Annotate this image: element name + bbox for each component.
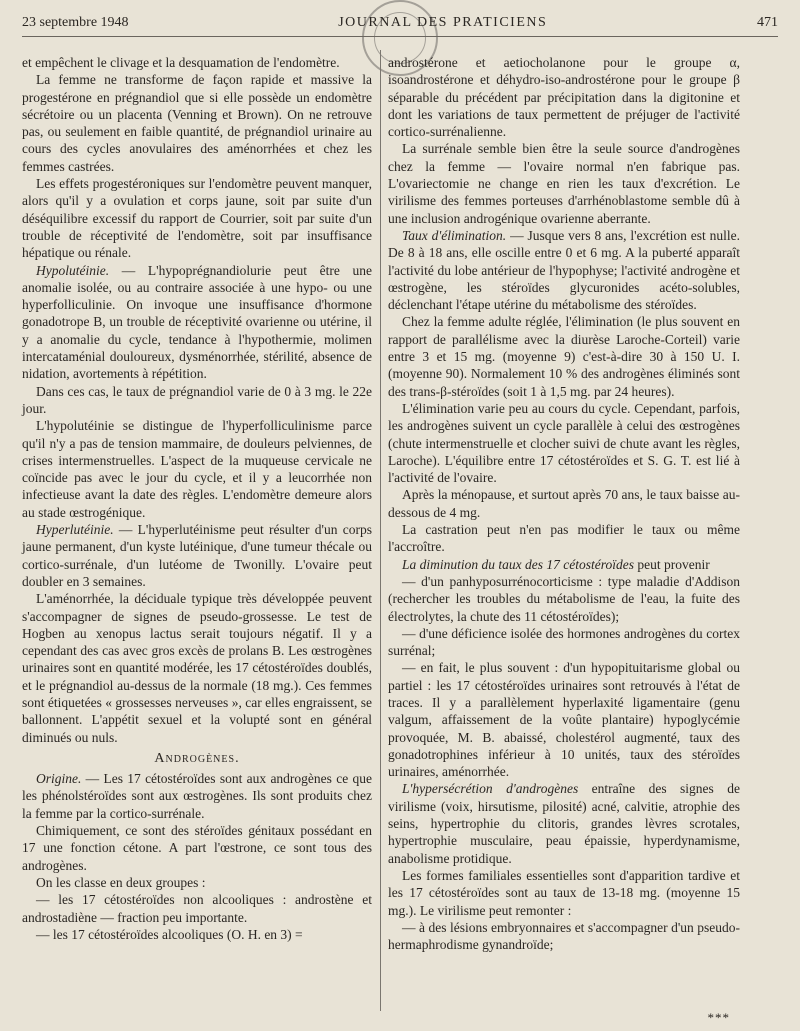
header-date: 23 septembre 1948 <box>22 15 129 30</box>
paragraph-text: — L'hyperlutéinisme peut résulter d'un corps jaune permanent, d'un kyste lutéinique, d'une tumeur thécale ou cortico-surrénale, d'un lutéome de Twonilly. L'ovaire peut doubler en 3 semaines. <box>22 522 372 589</box>
paragraph <box>22 770 372 822</box>
paragraph <box>22 262 372 383</box>
paragraph: La surrénale semble bien être la seule source d'androgènes chez la femme — l'ovaire normal n'en fabrique pas. L'ovariectomie ne change en rien les taux d'excrétion. Le virilisme des femmes porteuses d'arrhénoblastome semble dû à une inclusion androgénique ovarienne aberrante. <box>388 141 740 226</box>
section-lead: La diminution du taux des 17 cétostéroïdes <box>402 556 634 572</box>
column-divider <box>380 50 381 1011</box>
paragraph-text: entraîne des signes de virilisme (voix, hirsutisme, pilosité) acné, calvitie, atrophie des seins, hypertrophie du clitoris, grandes lèvres scrotales, hypertrophie musculaire, peau épaissie, hyperdynamisme, anabolisme protidique. <box>388 781 740 866</box>
section-lead: Hyperlutéinie. <box>36 522 114 538</box>
paragraph-text: — Les 17 cétostéroïdes sont aux androgènes ce que les phénolstéroïdes sont aux œstrogènes. Ils sont produits chez la femme par la cortico-surrénale. <box>22 771 372 821</box>
paragraph: La femme ne transforme de façon rapide et massive la progestérone en prégnandiol que si elle possède un endomètre sécrétoire ou un placenta (Venning et Brown). On ne retrouve pas, ou seulement en faible quantité, de prégnandiol urinaire au cours des cycles anovulaires des aménorrhées et chez les femmes castrées. <box>22 72 372 174</box>
list-item: — d'une déficience isolée des hormones androgènes du cortex surrénal; <box>388 625 740 659</box>
section-heading: Androgènes. <box>154 750 240 766</box>
list-item: — en fait, le plus souvent : d'un hypopituitarisme global ou partiel : les 17 cétostéroïdes urinaires sont retrouvés à l'état de traces. Il y a parallèlement hyperlaxité ligamentaire (genu valgum, affaissement de la voûte plantaire) hypoglycémie provoquée, M. B. abaissé, cholestérol augmenté, taux des gonadotrophines inférieur à 10 unités, taux des stéroïdes urinaires, aménorrhée. <box>388 660 740 780</box>
page-header <box>22 10 778 36</box>
paragraph <box>22 521 372 590</box>
paragraph: Les effets progestéroniques sur l'endomètre peuvent manquer, alors qu'il y a ovulation et corps jaune, soit par suite d'un déséquilibre excessif du rapport de Courrier, soit par suite d'un trouble de réceptivité de l'endomètre, soit par insuffisance hépatique ou rénale. <box>22 176 372 261</box>
paragraph <box>388 227 740 313</box>
paragraph: Les formes familiales essentielles sont d'apparition tardive et les 17 cétostéroïdes sont au taux de 13-18 mg. (moyenne 15 mg.). Le virilisme peut remonter : <box>388 867 740 918</box>
paragraph: Après la ménopause, et surtout après 70 ans, le taux baisse au-dessous de 4 mg. <box>388 487 740 520</box>
paragraph: On les classe en deux groupes : <box>36 874 206 890</box>
section-lead: Origine. <box>36 771 82 787</box>
list-item: — les 17 cétostéroïdes non alcooliques : androstène et androstadiène — fraction peu importante. <box>22 892 372 925</box>
paragraph: et empêchent le clivage et la desquamation de l'endomètre. <box>22 55 340 70</box>
journal-title: JOURNAL DES PRATICIENS <box>338 15 548 30</box>
paragraph: Dans ces cas, le taux de prégnandiol varie de 0 à 3 mg. le 22e jour. <box>22 383 372 416</box>
list-item: — les 17 cétostéroïdes alcooliques (O. H. en 3) = <box>36 926 303 942</box>
section-lead: Hypolutéinie. <box>36 262 110 278</box>
paragraph: Chimiquement, ce sont des stéroïdes génitaux possédant en 17 une fonction cétone. A part l'œstrone, ce sont tous des androgènes. <box>22 823 372 873</box>
left-column <box>22 54 372 943</box>
paragraph-text: — Jusque vers 8 ans, l'excrétion est nulle. De 8 à 18 ans, elle oscille entre 0 et 6 mg. A la puberté apparaît l'activité du lobe antérieur de l'hypophyse; l'activité androgène et œstrogène, les stéroïdes glycuronides acéto-solubles, déclenchant l'étape utérine du métabolisme des stéroïdes. <box>388 227 740 313</box>
list-item: — à des lésions embryonnaires et s'accompagner d'un pseudo-hermaphrodisme gynandroïde; <box>388 919 740 953</box>
paragraph-text: peut provenir <box>633 556 710 572</box>
paragraph: L'aménorrhée, la déciduale typique très développée peuvent s'accompagner de signes de pseudo-grossesse. Le test de Hogben au xenopus lactus serait toujours négatif. Il y a cependant des cas avec gros excès de prolans B. Les œstrogènes urinaires sont en quantité modérée, les 17 cétostéroïdes doublés, et le prégnandiol au-dessus de la normale (18 mg.). Ces femmes sont étiquetées « grossesses nerveuses », car elles engraissent, se ballonnent. L'appétit sexuel et la volupté sont en général diminués ou nuls. <box>22 591 372 745</box>
paragraph-text: — L'hypoprégnandiolurie peut être une anomalie isolée, ou au contraire associée à une hypo- ou une hyperfolliculinie. On invoque une insuffisance d'hormone gonadotrope B, un trouble de réceptivité ovarienne ou utérine, il y a anomalie du cycle, tendance à l'hypothermie, molimen intercataménial douloureux, dysménorrhée, stérilité, absence de nidation, avortements à répétition. <box>22 262 372 382</box>
paragraph: L'hypolutéinie se distingue de l'hyperfolliculinisme parce qu'il n'y a pas de tension mammaire, de douleurs pelviennes, de crises intermenstruelles. L'aspect de la muqueuse cervicale ne coïncide pas avec le jour du cycle, et il y a leucorrhée non infectieuse avant la date des règles. L'endomètre demeure alors au stade œstrogénique. <box>22 418 372 520</box>
section-lead: L'hypersécrétion d'androgènes <box>402 781 579 797</box>
paragraph <box>388 556 740 573</box>
paragraph: Chez la femme adulte réglée, l'élimination (le plus souvent en rapport de parallélisme avec la diurèse Laroche-Corteil) varie entre 3 et 15 mg. (moyenne 9) c'est-à-dire 30 à 150 U. I. (moyenne 90). Normalement 10 % des androgènes éliminés sont des trans-β-stéroïdes (soit 1 à 1,5 mg. par 24 heures). <box>388 314 740 399</box>
list-item: — d'un panhyposurrénocorticisme : type maladie d'Addison (rechercher les troubles du métabolisme de l'eau, la fuite des électrolytes, la chute des 11 cétostéroïdes); <box>388 573 740 624</box>
header-rule <box>22 36 778 37</box>
footer-mark: *** <box>707 1010 730 1025</box>
right-column <box>388 54 740 953</box>
paragraph: androstérone et aetiocholanone pour le groupe α, isoandrostérone et déhydro-iso-androstérone pour le groupe β séparable du précédent par précipitation dans la digitonine et dont les variations de taux permettent de préjuger de l'activité cortico-surrénalienne. <box>388 55 740 140</box>
paragraph: La castration peut n'en pas modifier le taux ou même l'accroître. <box>388 522 740 555</box>
section-lead: Taux d'élimination. <box>402 227 507 243</box>
paragraph: L'élimination varie peu au cours du cycle. Cependant, parfois, les androgènes suivent un cycle parallèle à celui des œstrogènes (chute intermenstruelle et clocher suivi de chute avant les règles, Laroche). L'équilibre entre 17 cétostéroïdes et S. G. T. est lié à l'activité de l'ovaire. <box>388 400 740 486</box>
page-number: 471 <box>757 15 778 30</box>
paragraph <box>388 780 740 866</box>
